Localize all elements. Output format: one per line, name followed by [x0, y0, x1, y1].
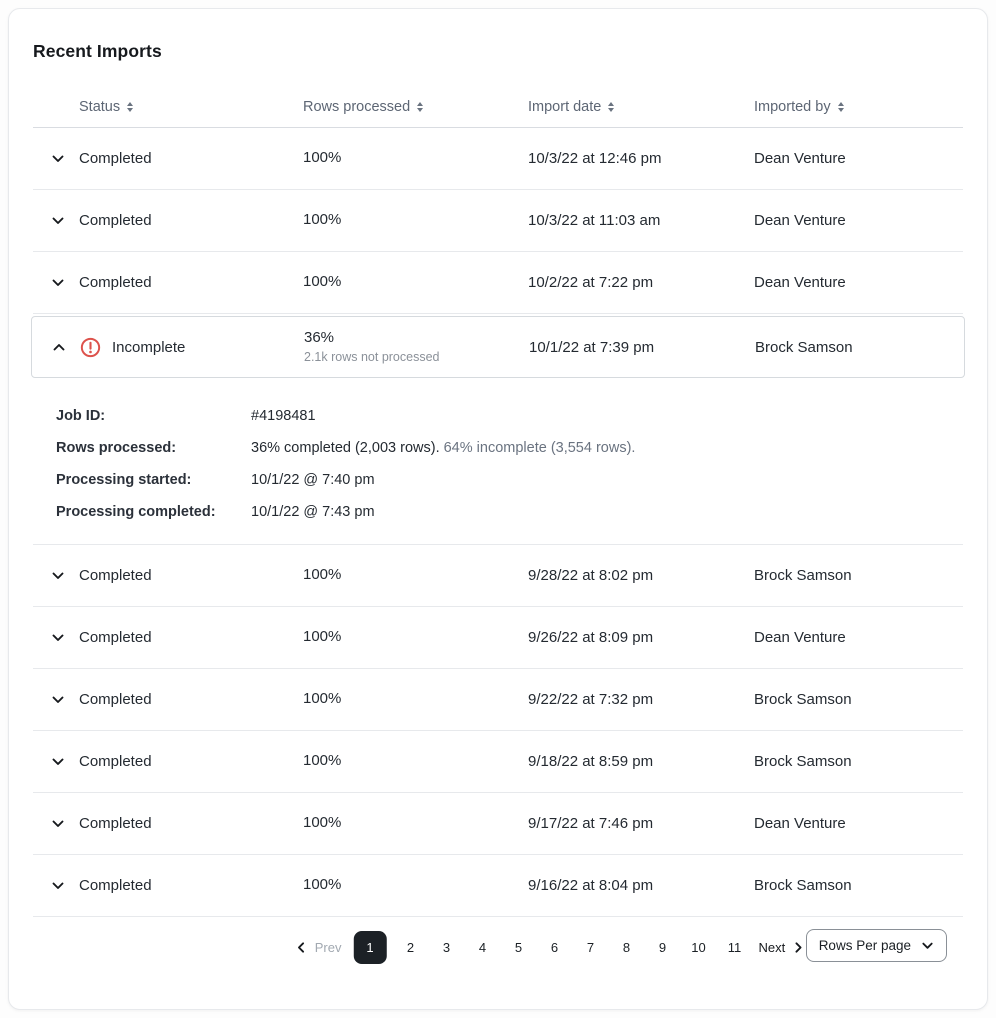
column-header-label: Rows processed: [303, 98, 411, 115]
row-expand-button[interactable]: [49, 567, 67, 585]
table-row[interactable]: [33, 252, 963, 314]
status-cell: [33, 815, 303, 833]
rows-processed-cell: [303, 876, 528, 895]
row-expand-button[interactable]: [49, 877, 67, 895]
row-percent: 100%: [303, 566, 342, 584]
row-percent: 100%: [303, 690, 342, 708]
rows-processed-cell: [303, 149, 528, 168]
table-footer: [9, 917, 987, 1000]
row-expand-icon: [51, 817, 65, 831]
page-button[interactable]: 1: [354, 931, 387, 964]
row-percent: 100%: [303, 814, 342, 832]
row-import-date: 9/22/22 at 7:32 pm: [528, 691, 654, 708]
row-expand-icon: [51, 276, 65, 290]
detail-field-row: [56, 400, 963, 432]
table-row[interactable]: [33, 190, 963, 252]
row-import-date: 9/18/22 at 8:59 pm: [528, 753, 654, 770]
chevron-left-icon: [295, 941, 308, 954]
row-percent: 100%: [303, 876, 342, 894]
table-header-row: [33, 86, 963, 128]
row-status-label: Completed: [79, 212, 152, 229]
row-expand-icon: [51, 693, 65, 707]
sort-arrows-icon: [608, 102, 614, 112]
row-expand-button[interactable]: [49, 212, 67, 230]
column-sort-button[interactable]: [33, 99, 133, 115]
row-percent: 100%: [303, 149, 342, 167]
page-button[interactable]: 11: [723, 931, 747, 964]
table-row[interactable]: [31, 316, 965, 378]
expanded-row-detail: [33, 378, 963, 545]
detail-field-value-secondary: 64% incomplete (3,554 rows).: [439, 440, 636, 456]
row-percent: 100%: [303, 273, 342, 291]
row-status-label: Completed: [79, 691, 152, 708]
row-expand-icon: [51, 755, 65, 769]
status-cell: [33, 150, 303, 168]
detail-field-row: [56, 496, 963, 528]
row-expand-icon: [51, 152, 65, 166]
row-expand-icon: [51, 879, 65, 893]
row-percent-note: 2.1k rows not processed: [304, 349, 440, 364]
row-import-date: 10/3/22 at 11:03 am: [528, 212, 661, 229]
row-percent: 36%: [304, 328, 335, 346]
pagination-pages: [348, 931, 753, 964]
row-status-label: Completed: [79, 753, 152, 770]
row-expand-button[interactable]: [49, 274, 67, 292]
alert-circle-icon: [80, 337, 101, 358]
row-imported-by: Brock Samson: [754, 877, 852, 894]
detail-field-row: [56, 464, 963, 496]
row-status-label: Completed: [79, 567, 152, 584]
table-row[interactable]: [33, 669, 963, 731]
column-sort-button[interactable]: [528, 99, 614, 115]
status-cell: [33, 753, 303, 771]
row-imported-by: Dean Venture: [754, 274, 846, 291]
table-row[interactable]: [33, 545, 963, 607]
row-status-label: Completed: [79, 150, 152, 167]
column-header-label: Status: [79, 98, 121, 115]
detail-field-value: 10/1/22 @ 7:43 pm: [251, 504, 375, 520]
row-imported-by: Brock Samson: [754, 567, 852, 584]
chevron-down-icon: [921, 939, 934, 952]
row-expand-icon: [51, 631, 65, 645]
row-import-date: 9/26/22 at 8:09 pm: [528, 629, 654, 646]
row-status-label: Completed: [79, 274, 152, 291]
row-expand-icon: [51, 214, 65, 228]
row-imported-by: Dean Venture: [754, 629, 846, 646]
status-cell: [33, 567, 303, 585]
detail-field-label: Processing completed:: [56, 504, 216, 520]
status-cell: [33, 691, 303, 709]
row-status-label: Completed: [79, 877, 152, 894]
table-row[interactable]: [33, 607, 963, 669]
page-button[interactable]: 7: [579, 931, 603, 964]
row-imported-by: Brock Samson: [755, 338, 853, 356]
detail-fields: [56, 400, 963, 528]
table-row[interactable]: [33, 793, 963, 855]
table-body: [33, 128, 963, 917]
row-expand-button[interactable]: [49, 753, 67, 771]
row-imported-by: Brock Samson: [754, 753, 852, 770]
rows-processed-cell: [303, 628, 528, 647]
row-import-date: 10/3/22 at 12:46 pm: [528, 150, 662, 167]
rows-processed-cell: [303, 814, 528, 833]
rows-per-page-select[interactable]: [806, 929, 947, 962]
status-cell: [33, 629, 303, 647]
next-page-label: Next: [758, 940, 786, 955]
status-cell: [33, 212, 303, 230]
detail-field-value: 10/1/22 @ 7:40 pm: [251, 472, 375, 488]
row-imported-by: Dean Venture: [754, 150, 846, 167]
row-percent: 100%: [303, 628, 342, 646]
rows-processed-cell: [303, 211, 528, 230]
page-button[interactable]: 4: [471, 931, 495, 964]
column-header-label: Imported by: [754, 98, 831, 115]
table-row[interactable]: [33, 128, 963, 190]
page-button[interactable]: 10: [687, 931, 711, 964]
row-percent: 100%: [303, 211, 342, 229]
column-sort-button[interactable]: [303, 99, 423, 115]
recent-imports-card: [8, 8, 988, 1010]
prev-page-label: Prev: [314, 940, 342, 955]
detail-field-label: Rows processed:: [56, 440, 177, 456]
rows-processed-cell: [304, 329, 529, 365]
page-button[interactable]: 6: [543, 931, 567, 964]
row-expand-button[interactable]: [49, 150, 67, 168]
rows-per-page-label: Rows Per page: [818, 938, 911, 953]
rows-processed-cell: [303, 273, 528, 292]
detail-field-value: 36% completed (2,003 rows). 64% incomplete (3,554 rows).: [251, 440, 636, 456]
row-import-date: 9/17/22 at 7:46 pm: [528, 815, 654, 832]
sort-arrows-icon: [417, 102, 423, 112]
row-imported-by: Brock Samson: [754, 691, 852, 708]
row-status-label: Completed: [79, 815, 152, 832]
row-status-label: Incomplete: [112, 338, 186, 356]
sort-arrows-icon: [127, 102, 133, 112]
row-expand-button[interactable]: [49, 629, 67, 647]
row-expand-icon: [52, 340, 66, 354]
table-row[interactable]: [33, 855, 963, 917]
prev-page-button[interactable]: [289, 940, 348, 955]
pagination: [289, 931, 811, 964]
sort-arrows-icon: [838, 102, 844, 112]
row-import-date: 9/16/22 at 8:04 pm: [528, 877, 654, 894]
detail-field-label: Job ID:: [56, 408, 106, 424]
page-button[interactable]: 5: [507, 931, 531, 964]
row-imported-by: Dean Venture: [754, 815, 846, 832]
page-button[interactable]: 9: [651, 931, 675, 964]
row-import-date: 9/28/22 at 8:02 pm: [528, 567, 654, 584]
row-status-label: Completed: [79, 629, 152, 646]
status-cell: [33, 274, 303, 292]
row-expand-icon: [51, 569, 65, 583]
chevron-right-icon: [792, 941, 805, 954]
row-imported-by: Dean Venture: [754, 212, 846, 229]
page-button[interactable]: 2: [399, 931, 423, 964]
row-expand-button[interactable]: [49, 815, 67, 833]
page-button[interactable]: 8: [615, 931, 639, 964]
table-row[interactable]: [33, 731, 963, 793]
page-button[interactable]: 3: [435, 931, 459, 964]
row-percent: 100%: [303, 752, 342, 770]
row-import-date: 10/2/22 at 7:22 pm: [528, 274, 654, 291]
column-header-label: Import date: [528, 98, 602, 115]
row-import-date: 10/1/22 at 7:39 pm: [529, 338, 655, 356]
rows-processed-cell: [303, 690, 528, 709]
status-cell: [33, 877, 303, 895]
next-page-button[interactable]: [753, 940, 812, 955]
row-expand-button[interactable]: [49, 691, 67, 709]
detail-field-value: #4198481: [251, 408, 316, 424]
imports-table: [33, 86, 963, 917]
detail-field-label: Processing started:: [56, 472, 192, 488]
column-sort-button[interactable]: [754, 99, 844, 115]
page-title: Recent Imports: [33, 41, 162, 61]
detail-field-row: [56, 432, 963, 464]
status-cell: [34, 337, 304, 358]
rows-processed-cell: [303, 566, 528, 585]
rows-processed-cell: [303, 752, 528, 771]
row-expand-button[interactable]: [50, 338, 68, 356]
